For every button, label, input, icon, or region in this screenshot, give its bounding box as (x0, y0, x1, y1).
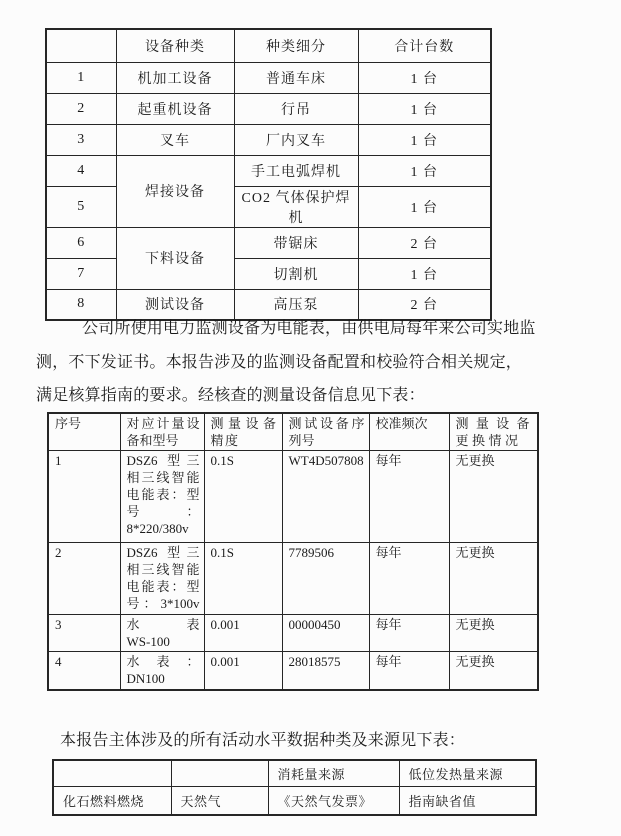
table-row (46, 124, 491, 155)
device-line: 电能表：型 (126, 487, 200, 502)
cell-category: 测试设备 (116, 289, 234, 320)
header-precision: 测量设备精度 (204, 413, 282, 451)
header-serial-no: 序号 (48, 413, 120, 451)
cell-serial: 00000450 (282, 615, 369, 652)
device-line: 号：3*100v (126, 596, 200, 611)
cell-serial: WT4D507808 (282, 451, 369, 543)
cell-category: 起重机设备 (116, 93, 234, 124)
device-line: DN100 (126, 671, 165, 686)
cell-device (120, 652, 204, 690)
measurement-device-table (47, 412, 539, 691)
equipment-table-header-row (46, 29, 491, 62)
cell-no: 2 (48, 543, 120, 615)
cell-category-merged: 下料设备 (116, 227, 234, 289)
cell-serial: 7789506 (282, 543, 369, 615)
cell-no: 3 (48, 615, 120, 652)
header-equipment-type: 设备种类 (116, 29, 234, 62)
cell-category: 机加工设备 (116, 62, 234, 93)
cell-subtype: 高压泵 (234, 289, 358, 320)
cell-count: 1 台 (358, 93, 491, 124)
cell-category-merged: 焊接设备 (116, 155, 234, 227)
table-row (46, 93, 491, 124)
device-line: DSZ6 型三 (126, 453, 200, 468)
cell-count: 1 台 (358, 124, 491, 155)
table-row (46, 62, 491, 93)
cell-category: 叉车 (116, 124, 234, 155)
paragraph-monitoring-devices (36, 312, 576, 413)
cell-subtype: 带锯床 (234, 227, 358, 258)
header-replacement-status: 测量设备更换情况 (449, 413, 538, 451)
cell-fuel: 天然气 (171, 786, 268, 815)
cell-count: 2 台 (358, 289, 491, 320)
cell-precision: 0.1S (204, 451, 282, 543)
cell-precision: 0.001 (204, 652, 282, 690)
cell-count: 1 台 (358, 186, 491, 227)
cell-device (120, 543, 204, 615)
table-row (48, 652, 538, 690)
cell-precision: 0.1S (204, 543, 282, 615)
cell-no: 2 (46, 93, 116, 124)
cell-replacement: 无更换 (449, 543, 538, 615)
header-consumption-source: 消耗量来源 (268, 760, 399, 786)
device-line: 号： (126, 504, 200, 519)
cell-count: 1 台 (358, 155, 491, 186)
cell-device (120, 615, 204, 652)
activity-data-table (52, 759, 537, 816)
paragraph-line: 测，不下发证书。本报告涉及的监测设备配置和校验符合相关规定， (36, 353, 523, 371)
device-line: 水表 (126, 617, 200, 632)
header-blank (53, 760, 171, 786)
measurement-table-header-row (48, 413, 538, 451)
paragraph-line: 满足核算指南的要求。经核查的测量设备信息见下表： (36, 387, 425, 404)
header-total-count: 合计台数 (358, 29, 491, 62)
cell-calibration: 每年 (369, 615, 449, 652)
cell-no: 6 (46, 227, 116, 258)
header-type-detail: 种类细分 (234, 29, 358, 62)
cell-count: 2 台 (358, 227, 491, 258)
device-line: 电能表：型 (126, 579, 200, 594)
cell-no: 8 (46, 289, 116, 320)
cell-subtype: 普通车床 (234, 62, 358, 93)
cell-subtype: 切割机 (234, 258, 358, 289)
cell-no: 5 (46, 186, 116, 227)
device-line: 8*220/380v (126, 521, 189, 536)
cell-no: 4 (46, 155, 116, 186)
cell-subtype: 手工电弧焊机 (234, 155, 358, 186)
cell-precision: 0.001 (204, 615, 282, 652)
cell-serial: 28018575 (282, 652, 369, 690)
cell-replacement: 无更换 (449, 615, 538, 652)
device-line: WS-100 (126, 634, 170, 649)
cell-subtype: 厂内叉车 (234, 124, 358, 155)
header-device-and-model: 对应计量设备和型号 (120, 413, 204, 451)
activity-table-header-row (53, 760, 536, 786)
cell-subtype: CO2 气体保护焊机 (234, 186, 358, 227)
paragraph-activity-data: 本报告主体涉及的所有活动水平数据种类及来源见下表： (60, 732, 466, 749)
header-heating-value-source: 低位发热量来源 (399, 760, 536, 786)
cell-calibration: 每年 (369, 543, 449, 615)
cell-no: 1 (46, 62, 116, 93)
cell-no: 1 (48, 451, 120, 543)
cell-no: 3 (46, 124, 116, 155)
cell-activity: 化石燃料燃烧 (53, 786, 171, 815)
table-row (46, 227, 491, 258)
cell-no: 7 (46, 258, 116, 289)
header-device-serial: 测试设备序列号 (282, 413, 369, 451)
cell-replacement: 无更换 (449, 451, 538, 543)
cell-no: 4 (48, 652, 120, 690)
table-row (48, 615, 538, 652)
cell-count: 1 台 (358, 62, 491, 93)
cell-device (120, 451, 204, 543)
cell-consumption-source: 《天然气发票》 (268, 786, 399, 815)
table-row (46, 155, 491, 186)
paragraph-line: 公司所使用电力监测设备为电能表，由供电局每年来公司实地监 (82, 320, 536, 337)
cell-replacement: 无更换 (449, 652, 538, 690)
equipment-summary-table (45, 28, 492, 321)
table-row (53, 786, 536, 815)
header-blank (46, 29, 116, 62)
device-line: 相三线智能 (126, 470, 200, 485)
cell-subtype: 行吊 (234, 93, 358, 124)
header-blank (171, 760, 268, 786)
table-row (48, 543, 538, 615)
table-row (46, 186, 491, 227)
cell-calibration: 每年 (369, 652, 449, 690)
cell-count: 1 台 (358, 258, 491, 289)
device-line: 相三线智能 (126, 562, 200, 577)
cell-calibration: 每年 (369, 451, 449, 543)
device-line: DSZ6 型三 (126, 545, 200, 560)
cell-heating-value-source: 指南缺省值 (399, 786, 536, 815)
header-calibration-frequency: 校准频次 (369, 413, 449, 451)
table-row (48, 451, 538, 543)
device-line: 水表： (126, 654, 200, 669)
table-row (46, 258, 491, 289)
